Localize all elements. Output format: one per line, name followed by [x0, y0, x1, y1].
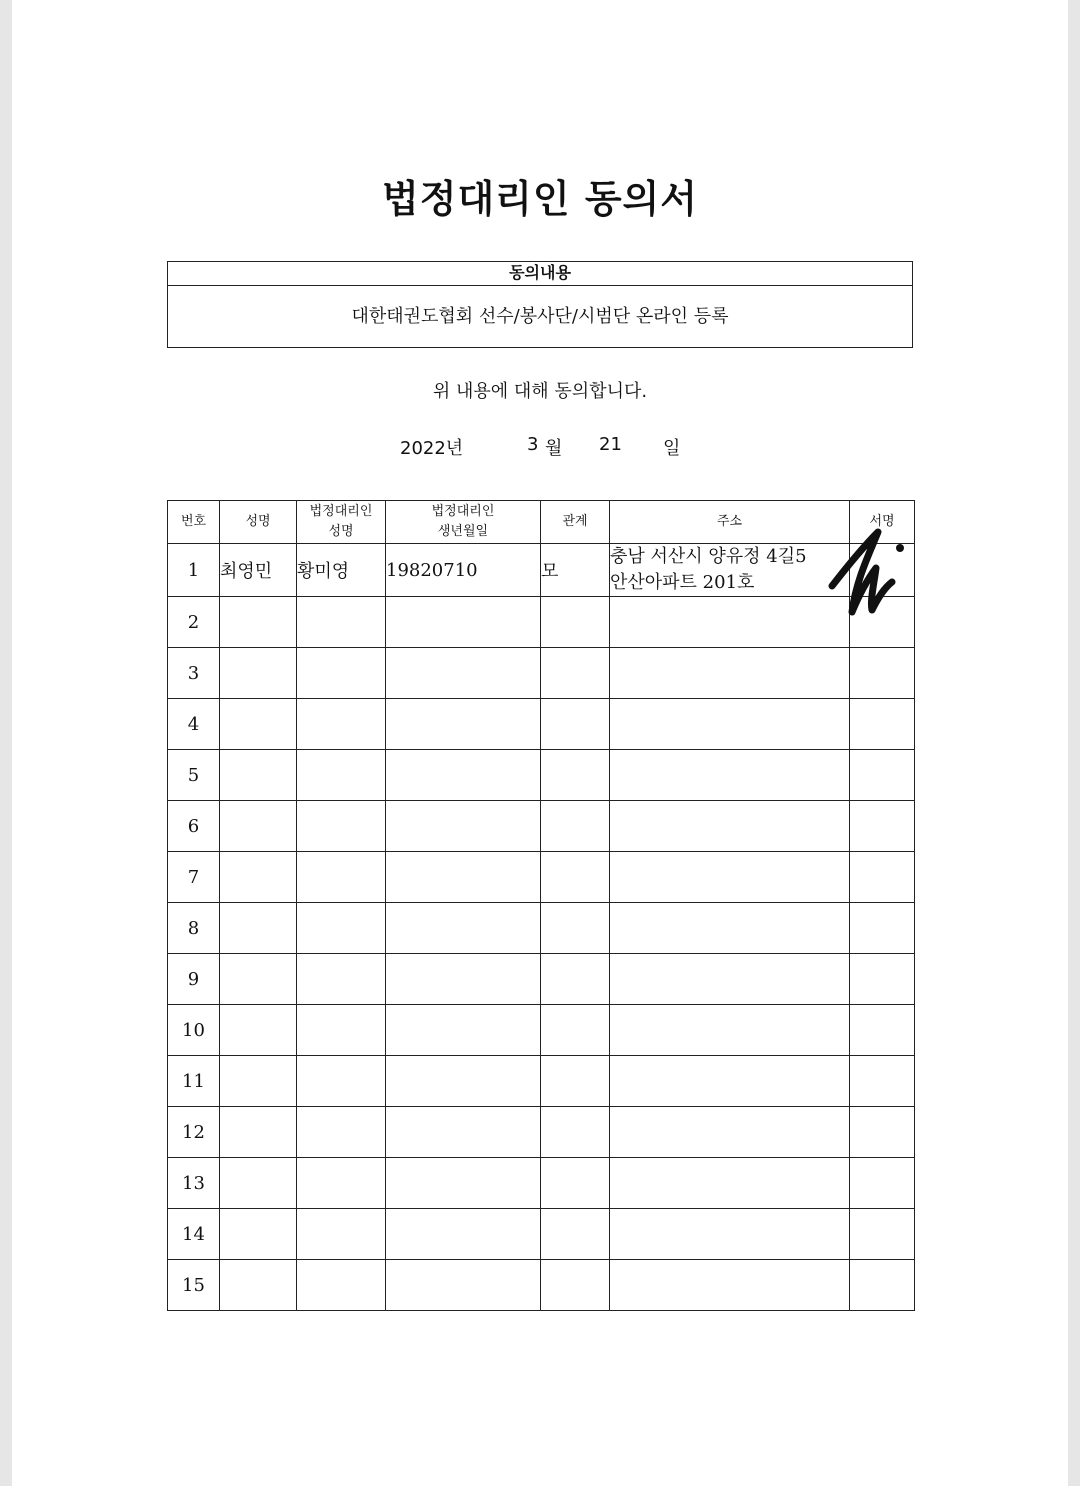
cell-no: 13 [168, 1158, 220, 1209]
cell-guardian-birth [386, 1260, 541, 1311]
date-day-value: 21 [599, 434, 622, 455]
cell-guardian-name [297, 1005, 386, 1056]
table-row [168, 852, 915, 903]
cell-address [610, 544, 850, 597]
cell-no: 3 [168, 648, 220, 699]
cell-address [610, 1209, 850, 1260]
table-row [168, 1260, 915, 1311]
cell-relation [541, 801, 610, 852]
consent-box [167, 261, 913, 348]
cell-guardian-birth [386, 1056, 541, 1107]
table-row [168, 699, 915, 750]
cell-name [220, 648, 297, 699]
cell-relation [541, 750, 610, 801]
cell-address [610, 597, 850, 648]
cell-no: 11 [168, 1056, 220, 1107]
cell-name [220, 1005, 297, 1056]
cell-no: 12 [168, 1107, 220, 1158]
cell-address [610, 801, 850, 852]
cell-name [220, 852, 297, 903]
header-guardian-birth-line2: 생년월일 [437, 524, 489, 539]
cell-no: 6 [168, 801, 220, 852]
cell-guardian-birth [386, 801, 541, 852]
table-header-row [168, 501, 915, 544]
cell-relation [541, 597, 610, 648]
cell-guardian-birth [386, 852, 541, 903]
cell-relation [541, 699, 610, 750]
cell-name [220, 597, 297, 648]
date-day-unit: 일 [663, 438, 681, 459]
table-row [168, 1107, 915, 1158]
header-no: 번호 [168, 501, 220, 544]
cell-relation: 모 [541, 544, 610, 597]
cell-signature [850, 954, 915, 1005]
cell-no: 4 [168, 699, 220, 750]
cell-address [610, 1158, 850, 1209]
cell-signature [850, 1107, 915, 1158]
date-year: 2022년 [400, 438, 464, 459]
header-name: 성명 [220, 501, 297, 544]
cell-name: 최영민 [220, 544, 297, 597]
cell-relation [541, 1209, 610, 1260]
cell-guardian-name [297, 1260, 386, 1311]
guardian-table [167, 500, 915, 1311]
table-row [168, 1056, 915, 1107]
header-address: 주소 [610, 501, 850, 544]
cell-name [220, 801, 297, 852]
header-signature: 서명 [850, 501, 915, 544]
cell-name [220, 1107, 297, 1158]
cell-no: 5 [168, 750, 220, 801]
address-line-2: 안산아파트 201호 [610, 572, 755, 593]
cell-guardian-birth: 19820710 [386, 544, 541, 597]
cell-signature [850, 1158, 915, 1209]
table-row [168, 544, 915, 597]
cell-no: 15 [168, 1260, 220, 1311]
cell-address [610, 954, 850, 1005]
cell-no: 7 [168, 852, 220, 903]
header-guardian-birth [386, 501, 541, 544]
cell-guardian-name [297, 1107, 386, 1158]
table-row [168, 1209, 915, 1260]
cell-no: 1 [168, 544, 220, 597]
cell-no: 9 [168, 954, 220, 1005]
cell-signature [850, 1005, 915, 1056]
cell-signature [850, 1056, 915, 1107]
cell-guardian-birth [386, 1209, 541, 1260]
cell-signature [850, 903, 915, 954]
cell-guardian-name: 황미영 [297, 544, 386, 597]
cell-relation [541, 1158, 610, 1209]
cell-guardian-birth [386, 648, 541, 699]
cell-relation [541, 1005, 610, 1056]
document-title: 법정대리인 동의서 [382, 177, 698, 221]
consent-header: 동의내용 [168, 262, 912, 286]
cell-guardian-name [297, 597, 386, 648]
cell-address [610, 903, 850, 954]
cell-guardian-birth [386, 750, 541, 801]
table-row [168, 750, 915, 801]
table-row [168, 648, 915, 699]
agreement-statement: 위 내용에 대해 동의합니다. [432, 381, 648, 402]
cell-address [610, 1005, 850, 1056]
cell-address [610, 1260, 850, 1311]
date-month-unit: 월 [545, 438, 563, 459]
cell-guardian-name [297, 648, 386, 699]
cell-guardian-name [297, 903, 386, 954]
cell-relation [541, 954, 610, 1005]
cell-guardian-birth [386, 1005, 541, 1056]
cell-guardian-name [297, 801, 386, 852]
address-line-1: 충남 서산시 양유정 4길5 [610, 546, 807, 567]
cell-address [610, 648, 850, 699]
cell-signature [850, 852, 915, 903]
cell-signature [850, 1260, 915, 1311]
table-row [168, 903, 915, 954]
cell-address [610, 1056, 850, 1107]
handwritten-signature [826, 528, 908, 620]
cell-address [610, 1107, 850, 1158]
cell-name [220, 750, 297, 801]
cell-signature [850, 1209, 915, 1260]
cell-name [220, 954, 297, 1005]
cell-address [610, 852, 850, 903]
table-row [168, 954, 915, 1005]
cell-guardian-name [297, 1158, 386, 1209]
cell-address [610, 750, 850, 801]
cell-guardian-name [297, 699, 386, 750]
cell-relation [541, 852, 610, 903]
cell-signature [850, 699, 915, 750]
cell-relation [541, 1056, 610, 1107]
consent-content: 대한태권도협회 선수/봉사단/시범단 온라인 등록 [351, 306, 729, 327]
table-row [168, 1158, 915, 1209]
cell-signature [850, 750, 915, 801]
cell-relation [541, 903, 610, 954]
cell-name [220, 699, 297, 750]
cell-guardian-birth [386, 699, 541, 750]
cell-no: 8 [168, 903, 220, 954]
cell-guardian-name [297, 852, 386, 903]
cell-no: 10 [168, 1005, 220, 1056]
cell-guardian-birth [386, 954, 541, 1005]
cell-guardian-name [297, 1209, 386, 1260]
cell-no: 2 [168, 597, 220, 648]
header-relation: 관계 [541, 501, 610, 544]
cell-guardian-birth [386, 597, 541, 648]
table-row [168, 801, 915, 852]
cell-name [220, 1158, 297, 1209]
cell-relation [541, 1107, 610, 1158]
table-row [168, 1005, 915, 1056]
cell-guardian-name [297, 750, 386, 801]
cell-name [220, 1260, 297, 1311]
header-guardian-name-line1: 법정대리인 [309, 504, 373, 519]
cell-relation [541, 1260, 610, 1311]
date-month-value: 3 [527, 434, 539, 455]
cell-signature [850, 648, 915, 699]
cell-relation [541, 648, 610, 699]
header-guardian-birth-line1: 법정대리인 [431, 504, 495, 519]
cell-guardian-name [297, 1056, 386, 1107]
cell-name [220, 903, 297, 954]
cell-guardian-birth [386, 1107, 541, 1158]
header-guardian-name-line2: 성명 [328, 524, 354, 539]
table-row [168, 597, 915, 648]
cell-guardian-birth [386, 1158, 541, 1209]
cell-name [220, 1056, 297, 1107]
header-guardian-name [297, 501, 386, 544]
cell-no: 14 [168, 1209, 220, 1260]
cell-address [610, 699, 850, 750]
cell-guardian-name [297, 954, 386, 1005]
cell-guardian-birth [386, 903, 541, 954]
cell-signature [850, 801, 915, 852]
cell-name [220, 1209, 297, 1260]
